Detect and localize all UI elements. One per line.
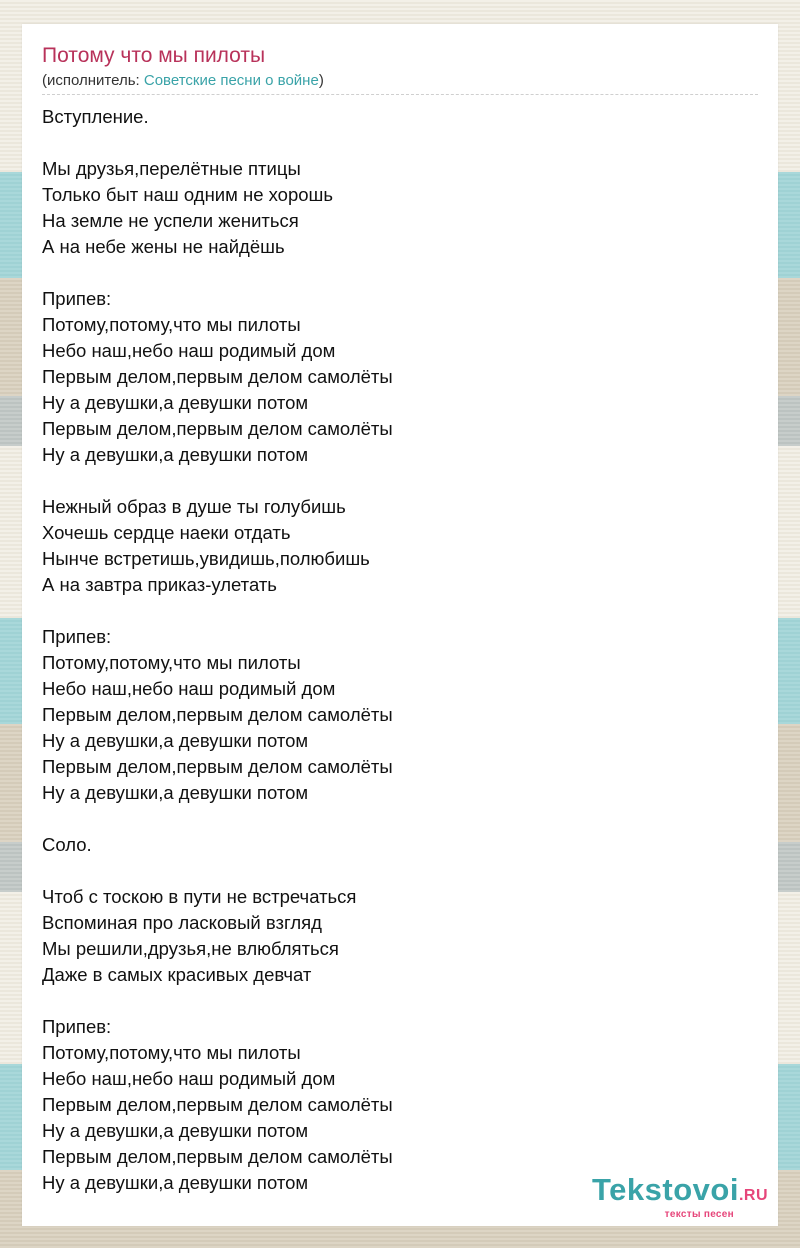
lyric-blank-line: [42, 130, 758, 156]
lyric-line: Ну а девушки,а девушки потом: [42, 1120, 309, 1141]
lyric-line: Ну а девушки,а девушки потом: [42, 782, 309, 803]
lyric-line: Первым делом,первым делом самолёты: [42, 418, 393, 439]
song-title: Потому что мы пилоты: [42, 44, 266, 67]
logo-main-text: Tekstovoi: [592, 1172, 739, 1207]
lyric-blank-line: [42, 806, 758, 832]
lyric-line: Припев:: [42, 1016, 112, 1037]
lyric-line: Первым делом,первым делом самолёты: [42, 756, 393, 777]
lyric-line: Небо наш,небо наш родимый дом: [42, 1068, 336, 1089]
divider: [42, 94, 758, 95]
artist-prefix: (исполнитель:: [42, 72, 144, 89]
lyric-line: Первым делом,первым делом самолёты: [42, 704, 393, 725]
lyric-line: На земле не успели жениться: [42, 210, 299, 231]
lyric-line: Небо наш,небо наш родимый дом: [42, 678, 336, 699]
lyric-line: Потому,потому,что мы пилоты: [42, 1042, 301, 1063]
artist-link[interactable]: Советские песни о войне: [143, 72, 319, 89]
logo-tagline: тексты песен: [664, 1209, 734, 1220]
lyric-line: Ну а девушки,а девушки потом: [42, 392, 309, 413]
lyric-blank-line: [42, 598, 758, 624]
lyric-line: Мы решили,друзья,не влюбляться: [42, 938, 339, 959]
lyric-line: Соло.: [42, 834, 92, 855]
lyric-line: Нынче встретишь,увидишь,полюбишь: [42, 548, 370, 569]
logo-tld: .RU: [738, 1187, 768, 1204]
lyric-blank-line: [42, 260, 758, 286]
lyrics-body: [42, 104, 758, 1196]
lyric-line: Нежный образ в душе ты голубишь: [42, 496, 346, 517]
lyric-line: Ну а девушки,а девушки потом: [42, 1172, 309, 1193]
site-logo[interactable]: [592, 1173, 768, 1220]
lyric-line: Даже в самых красивых девчат: [42, 964, 312, 985]
lyric-line: Потому,потому,что мы пилоты: [42, 314, 301, 335]
lyric-line: Припев:: [42, 626, 112, 647]
lyric-line: Потому,потому,что мы пилоты: [42, 652, 301, 673]
lyric-blank-line: [42, 988, 758, 1014]
lyric-line: Первым делом,первым делом самолёты: [42, 366, 393, 387]
lyric-line: Припев:: [42, 288, 112, 309]
lyric-blank-line: [42, 468, 758, 494]
lyric-line: Первым делом,первым делом самолёты: [42, 1146, 393, 1167]
lyric-line: А на небе жены не найдёшь: [42, 236, 285, 257]
lyric-line: Ну а девушки,а девушки потом: [42, 730, 309, 751]
artist-line: [42, 72, 324, 89]
lyric-line: Хочешь сердце наеки отдать: [42, 522, 291, 543]
lyric-line: А на завтра приказ-улетать: [42, 574, 277, 595]
lyric-line: Чтоб с тоскою в пути не встречаться: [42, 886, 357, 907]
logo-wordmark: [592, 1173, 768, 1213]
lyric-line: Вспоминая про ласковый взгляд: [42, 912, 322, 933]
lyric-line: Только быт наш одним не хорошь: [42, 184, 334, 205]
lyric-line: Первым делом,первым делом самолёты: [42, 1094, 393, 1115]
lyrics-card: [22, 24, 778, 1226]
lyric-line: Небо наш,небо наш родимый дом: [42, 340, 336, 361]
artist-suffix: ): [318, 72, 324, 89]
lyric-line: Вступление.: [42, 106, 149, 127]
lyric-line: Ну а девушки,а девушки потом: [42, 444, 309, 465]
lyric-blank-line: [42, 858, 758, 884]
lyric-line: Мы друзья,перелётные птицы: [42, 158, 301, 179]
